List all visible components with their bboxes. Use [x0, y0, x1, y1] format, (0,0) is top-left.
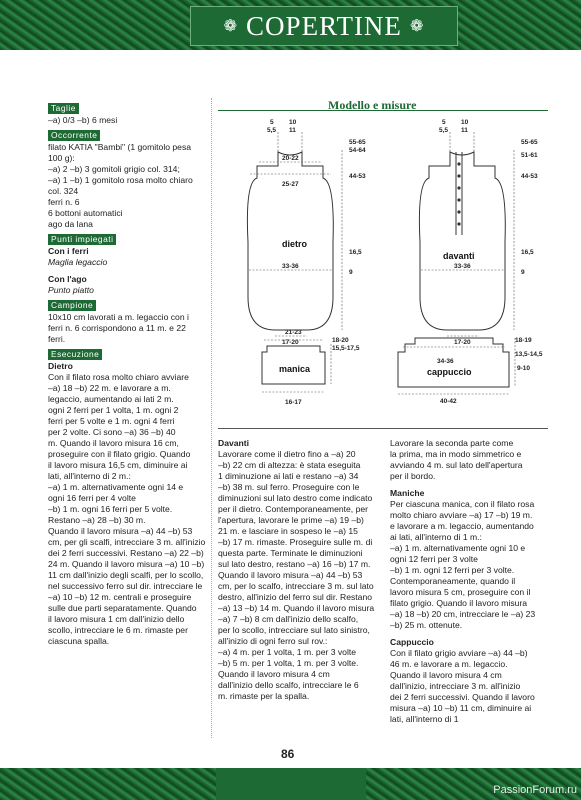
- dim-label: 25-27: [282, 181, 299, 188]
- diagram-bottom-rule: [218, 428, 548, 429]
- text-line: e lavorare a m. legaccio, aumentando: [390, 521, 534, 531]
- text-line: 24 m. Quando il lavoro misura –a) 10 –b): [48, 559, 205, 569]
- page-title: COPERTINE: [246, 10, 402, 41]
- dim-label: 54-64: [349, 147, 366, 154]
- section-header-taglie: Taglie: [48, 103, 79, 114]
- button-icon: [457, 198, 460, 201]
- text-line: scollo, intrecciare le 6 m. rimaste per: [48, 625, 188, 635]
- dim-label: 17-20: [454, 339, 471, 346]
- text-line: 10x10 cm lavorati a m. legaccio con i: [48, 312, 189, 322]
- button-icon: [457, 174, 460, 177]
- dim-label: 9: [521, 269, 525, 276]
- text-line: misura –a) 10 –b) 11 cm, diminuire ai: [390, 703, 532, 713]
- text-line: ciascuna spalla.: [48, 636, 110, 646]
- text-line: –b) 5 m. per 1 volta, 1 m. per 3 volte.: [218, 658, 359, 668]
- stitch-desc: Maglia legaccio: [48, 257, 108, 267]
- text-line: –a) 13 –b) 14 m. Quando il lavoro misura: [218, 603, 375, 613]
- dim-label: 21-23: [285, 329, 302, 336]
- dim-label: 18-19: [515, 337, 532, 344]
- text-line: ai lati, all'interno di 1 m.:: [390, 532, 482, 542]
- text-line: sulle due parti separatamente. Quando: [48, 603, 197, 613]
- dim-label: 9-10: [517, 365, 531, 372]
- text-line: dei 2 ferri successivi. Quando il lavoro: [390, 692, 535, 702]
- text-line: ogni 16 ferri per 4 volte: [48, 493, 136, 503]
- text-line: la prima, ma in modo simmetrico e: [390, 449, 522, 459]
- text-line: questa parte. Terminate le diminuzioni: [218, 548, 363, 558]
- text-line: dall'inizio dello scalfo, intrecciare le 6: [218, 680, 359, 690]
- dim-label: 34-36: [437, 358, 454, 365]
- text-line: 11 cm dall'inizio degli scalfi, per lo scollo,: [48, 570, 204, 580]
- text-line: 1 diminuzione ai lati e restano –a) 34: [218, 471, 359, 481]
- text-line: Con il filato rosa molto chiaro avviare: [48, 372, 189, 382]
- subsection-title-dietro: Dietro: [48, 361, 73, 371]
- subsection-title-davanti: Davanti: [218, 438, 250, 448]
- stitch-desc: Punto piatto: [48, 285, 94, 295]
- text-line: ago da lana: [48, 219, 93, 229]
- middle-column: [218, 438, 373, 702]
- text-line: –a) 1 m. alternativamente ogni 14 e: [48, 482, 184, 492]
- text-line: ferri per 5 volte e 1 m. ogni 4 ferri: [48, 416, 175, 426]
- button-icon: [457, 210, 460, 213]
- piece-label-manica: manica: [279, 364, 311, 374]
- text-line: –b) 38 m. sul ferro. Proseguire con le: [218, 482, 360, 492]
- text-line: dei 2 ferri successivi. Restano –a) 22 –b): [48, 548, 204, 558]
- text-line: all'inizio di ogni ferro sul rov.:: [218, 636, 328, 646]
- watermark: PassionForum.ru: [493, 784, 577, 796]
- dim-label: 9: [349, 269, 353, 276]
- text-line: –a) 18 –b) 20 cm, intrecciare le –a) 23: [390, 609, 536, 619]
- text-line: Quando il lavoro misura –a) 44 –b) 53: [218, 570, 363, 580]
- text-line: lavoro misura 5 cm, proseguire con il: [390, 587, 531, 597]
- text-line: 21 m. e lasciare in sospeso le –a) 15: [218, 526, 358, 536]
- section-header-punti: Punti impiegati: [48, 234, 116, 245]
- dim-label: 5,5: [439, 127, 449, 134]
- dim-label: 18-20: [332, 337, 349, 344]
- header-title-box: [190, 6, 458, 46]
- text-line: avviando 4 m. sul lato dell'apertura: [390, 460, 523, 470]
- column-divider: [211, 98, 212, 738]
- maniche-text: [390, 499, 545, 631]
- dim-label: 33-36: [282, 263, 299, 270]
- dim-label: 5: [442, 119, 446, 126]
- text-line: –a) 1 m. alternativamente ogni 10 e: [390, 543, 526, 553]
- text-line: dall'inizio, intrecciare 3 m. all'inizio: [390, 681, 521, 691]
- piece-label-davanti: davanti: [443, 251, 475, 261]
- button-icon: [457, 222, 460, 225]
- text-line: Quando il lavoro misura 4 cm: [390, 670, 502, 680]
- dietro-text: [48, 372, 208, 647]
- dim-label: 11: [289, 127, 296, 134]
- text-line: Quando il lavoro misura –a) 44 –b) 53: [48, 526, 193, 536]
- text-line: nel successivo ferro sul dir. intrecciare le: [48, 581, 203, 591]
- dim-label: 11: [461, 127, 468, 134]
- text-line: filato KATIA "Bambi" (1 gomitolo pesa: [48, 142, 192, 152]
- dim-label: 13,5-14,5: [515, 351, 543, 358]
- dim-label: 51-61: [521, 152, 538, 159]
- text-line: –b) 1 m. ogni 16 ferri per 5 volte.: [48, 504, 173, 514]
- stitch-name: Con l'ago: [48, 274, 87, 284]
- intro-text: [390, 438, 545, 482]
- text-line: –b) 17 m. rimaste. Proseguire sulle m. di: [218, 537, 373, 547]
- text-line: cm, per lo scalfo, intrecciare 3 m. sul lato: [218, 581, 374, 591]
- dim-label: 15,5-17,5: [332, 345, 360, 352]
- text-line: Lavorare la seconda parte come: [390, 438, 514, 448]
- ornament-icon: ❁: [223, 18, 239, 35]
- text-line: destro, all'inizio del ferro sul dir. Restano: [218, 592, 373, 602]
- dim-label: 10: [289, 119, 297, 126]
- text-line: –b) 25 m. ottenute.: [390, 620, 463, 630]
- text-line: il lavoro misura 1 cm dall'inizio dello: [48, 614, 185, 624]
- text-line: ferri.: [48, 334, 66, 344]
- dim-label: 16,5: [349, 249, 362, 256]
- piece-label-dietro: dietro: [282, 239, 308, 249]
- piece-label-cappuccio: cappuccio: [427, 367, 472, 377]
- dim-label: 5: [270, 119, 274, 126]
- text-line: –a) 7 –b) 8 cm dall'inizio dello scalfo,: [218, 614, 359, 624]
- text-line: –b) 1 m. ogni 12 ferri per 3 volte.: [390, 565, 515, 575]
- text-line: Per ciascuna manica, con il filato rosa: [390, 499, 535, 509]
- dim-label: 16-17: [285, 399, 302, 406]
- text-line: m. Quando il lavoro misura 16 cm,: [48, 438, 179, 448]
- text-line: –a) 1 –b) 1 gomitolo rosa molto chiaro: [48, 175, 193, 185]
- dim-label: 55-65: [349, 139, 366, 146]
- text-line: col. 324: [48, 186, 79, 196]
- text-line: Con il filato grigio avviare –a) 44 –b): [390, 648, 528, 658]
- text-line: lati, all'interno di 2 m.:: [48, 471, 131, 481]
- button-icon: [457, 162, 460, 165]
- text-line: Lavorare come il dietro fino a –a) 20: [218, 449, 356, 459]
- text-line: sul lato destro, restano –a) 16 –b) 17 m.: [218, 559, 371, 569]
- dim-label: 40-42: [440, 398, 457, 405]
- button-icon: [457, 186, 460, 189]
- dim-label: 5,5: [267, 127, 277, 134]
- ornament-icon: ❁: [409, 18, 425, 35]
- dim-label: 16,5: [521, 249, 534, 256]
- footer-box: [216, 768, 366, 800]
- text-line: Quando il lavoro misura 4 cm: [218, 669, 330, 679]
- text-line: –a) 4 m. per 1 volta, 1 m. per 3 volte: [218, 647, 357, 657]
- pattern-diagram: [215, 112, 555, 417]
- diagram-title: Modello e misure: [328, 98, 417, 112]
- diagram-rule: [218, 110, 548, 111]
- left-column: [48, 103, 208, 647]
- stitch-name: Con i ferri: [48, 246, 89, 256]
- dim-label: 17-20: [282, 339, 299, 346]
- text-line: molto chiaro avviare –a) 17 –b) 19 m.: [390, 510, 533, 520]
- text-line: cm, per gli scalfi, intrecciare 3 m. all'inizio: [48, 537, 206, 547]
- text-line: ogni 12 ferri per 3 volte: [390, 554, 478, 564]
- text-line: –a) 18 –b) 22 m. e lavorare a m.: [48, 383, 171, 393]
- footer-banner: [0, 768, 581, 800]
- text-line: ogni 2 ferri per 1 volta, 1 m. ogni 2: [48, 405, 179, 415]
- text-line: per il bordo.: [390, 471, 436, 481]
- text-line: ferri n. 6: [48, 197, 80, 207]
- section-header-campione: Campione: [48, 300, 96, 311]
- cappuccio-text: [390, 648, 545, 725]
- page-number: 86: [281, 747, 295, 761]
- text-line: Restano –a) 28 –b) 30 m.: [48, 515, 146, 525]
- text-line: il lavoro misura 16,5 cm, diminuire ai: [48, 460, 188, 470]
- dim-label: 44-53: [521, 173, 538, 180]
- text-line: –a) 2 –b) 3 gomitoli grigio col. 314;: [48, 164, 180, 174]
- header-banner: [0, 0, 581, 50]
- dim-label: 33-36: [454, 263, 471, 270]
- text-line: legaccio, aumentando ai lati 2 m.: [48, 394, 174, 404]
- text-line: 100 g):: [48, 153, 75, 163]
- text-line: Contemporaneamente, quando il: [390, 576, 516, 586]
- text-line: 6 bottoni automatici: [48, 208, 123, 218]
- text-line: 46 m. e lavorare a m. legaccio.: [390, 659, 508, 669]
- text-line: m. rimaste per la spalla.: [218, 691, 310, 701]
- text-line: –a) 0/3 –b) 6 mesi: [48, 115, 118, 125]
- text-line: per il dietro. Contemporaneamente, per: [218, 504, 368, 514]
- pattern-diagram-svg: [215, 112, 555, 412]
- dim-label: 20-22: [282, 155, 299, 162]
- text-line: l'apertura, lavorare le prime –a) 19 –b): [218, 515, 364, 525]
- text-line: filato grigio. Quando il lavoro misura: [390, 598, 528, 608]
- text-line: ferri n. 6 corrispondono a 11 m. e 22: [48, 323, 186, 333]
- davanti-text: [218, 449, 373, 702]
- subsection-title-maniche: Maniche: [390, 488, 425, 498]
- text-line: proseguire con il filato grigio. Quando: [48, 449, 191, 459]
- text-line: –b) 22 cm di altezza: è stata eseguita: [218, 460, 361, 470]
- dim-label: 55-65: [521, 139, 538, 146]
- dim-label: 44-53: [349, 173, 366, 180]
- section-header-esecuzione: Esecuzione: [48, 349, 102, 360]
- text-line: per lo scollo, intrecciare sul lato sinistro,: [218, 625, 370, 635]
- text-line: diminuzioni sul lato destro come indicato: [218, 493, 373, 503]
- text-line: –a) 10 –b) 12 m. centrali e proseguire: [48, 592, 192, 602]
- text-line: per 2 volte. Ci sono –a) 36 –b) 40: [48, 427, 176, 437]
- right-column: [390, 438, 545, 725]
- subsection-title-cappuccio: Cappuccio: [390, 637, 434, 647]
- dim-label: 10: [461, 119, 469, 126]
- section-header-occorrente: Occorrente: [48, 130, 100, 141]
- text-line: lati, all'interno di 1: [390, 714, 459, 724]
